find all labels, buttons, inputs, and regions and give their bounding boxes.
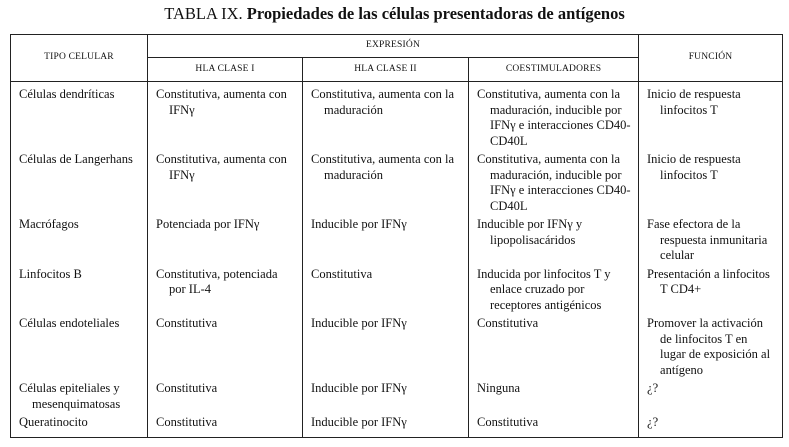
cell-tipo-celular: Macrófagos — [11, 217, 148, 267]
cell-hla-clase-ii: Inducible por IFNγ — [303, 217, 469, 267]
table-row — [11, 217, 783, 267]
table-row — [11, 381, 783, 415]
cell-funcion: Promover la activación de linfocitos T en lugar de exposición al antígeno — [639, 316, 783, 381]
cell-hla-clase-i: Constitutiva — [148, 415, 303, 437]
cell-funcion: ¿? — [639, 381, 783, 415]
cell-hla-clase-i: Constitutiva — [148, 316, 303, 381]
table-row — [11, 316, 783, 381]
table-row — [11, 415, 783, 437]
header-expresion: EXPRESIÓN — [148, 35, 639, 58]
cell-hla-clase-ii: Constitutiva — [303, 267, 469, 317]
cell-coestimuladores: Constitutiva, aumenta con la maduración, inducible por IFNγ e interacciones CD40-CD40L — [469, 82, 639, 153]
cell-coestimuladores: Constitutiva, aumenta con la maduración, inducible por IFNγ e interacciones CD40-CD40L — [469, 152, 639, 217]
cell-tipo-celular: Queratinocito — [11, 415, 148, 437]
cell-coestimuladores: Constitutiva — [469, 316, 639, 381]
cell-tipo-celular: Células dendríticas — [11, 82, 148, 153]
cell-tipo-celular: Células epiteliales y mesenquimatosas — [11, 381, 148, 415]
header-funcion: FUNCIÓN — [639, 35, 783, 82]
header-coestimuladores: COESTIMULADORES — [469, 58, 639, 82]
cell-funcion: Presentación a linfocitos T CD4+ — [639, 267, 783, 317]
cell-hla-clase-i: Constitutiva, aumenta con IFNγ — [148, 152, 303, 217]
cell-funcion: ¿? — [639, 415, 783, 437]
cell-hla-clase-i: Constitutiva, potenciada por IL-4 — [148, 267, 303, 317]
cell-funcion: Fase efectora de la respuesta inmunitaria celular — [639, 217, 783, 267]
header-hla-clase-ii: HLA CLASE II — [303, 58, 469, 82]
apc-properties-table — [10, 34, 783, 438]
table-row — [11, 267, 783, 317]
table-body — [11, 82, 783, 438]
cell-coestimuladores: Ninguna — [469, 381, 639, 415]
cell-funcion: Inicio de respuesta linfocitos T — [639, 82, 783, 153]
cell-hla-clase-i: Potenciada por IFNγ — [148, 217, 303, 267]
cell-hla-clase-i: Constitutiva, aumenta con IFNγ — [148, 82, 303, 153]
cell-coestimuladores: Inducida por linfocitos T y enlace cruzado por receptores antigénicos — [469, 267, 639, 317]
cell-hla-clase-ii: Inducible por IFNγ — [303, 381, 469, 415]
table-header — [11, 35, 783, 82]
table-number: TABLA IX. — [164, 4, 243, 23]
table-row — [11, 82, 783, 153]
cell-hla-clase-ii: Constitutiva, aumenta con la maduración — [303, 82, 469, 153]
cell-hla-clase-ii: Inducible por IFNγ — [303, 415, 469, 437]
cell-coestimuladores: Inducible por IFNγ y lipopolisacáridos — [469, 217, 639, 267]
cell-tipo-celular: Linfocitos B — [11, 267, 148, 317]
cell-coestimuladores: Constitutiva — [469, 415, 639, 437]
table-caption: Propiedades de las células presentadoras de antígenos — [246, 4, 625, 23]
cell-hla-clase-ii: Inducible por IFNγ — [303, 316, 469, 381]
header-tipo-celular: TIPO CELULAR — [11, 35, 148, 82]
cell-funcion: Inicio de respuesta linfocitos T — [639, 152, 783, 217]
header-hla-clase-i: HLA CLASE I — [148, 58, 303, 82]
cell-hla-clase-i: Constitutiva — [148, 381, 303, 415]
table-title — [0, 4, 789, 24]
table-row — [11, 152, 783, 217]
cell-tipo-celular: Células de Langerhans — [11, 152, 148, 217]
cell-hla-clase-ii: Constitutiva, aumenta con la maduración — [303, 152, 469, 217]
cell-tipo-celular: Células endoteliales — [11, 316, 148, 381]
